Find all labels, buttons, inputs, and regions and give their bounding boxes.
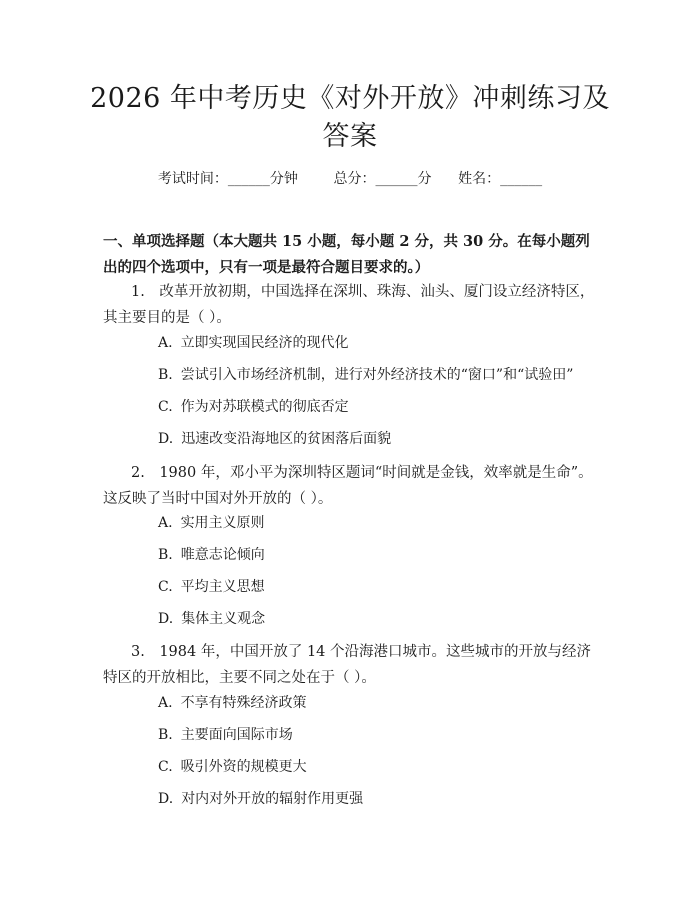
question-1-option-d [158, 430, 391, 448]
name-label: 姓名： [458, 171, 501, 187]
question-3-option-b [158, 726, 293, 744]
question-2-stem: 2. 1980 年，邓小平为深圳特区题词“时间就是金钱，效率就是生命”。这反映了当时中国对外开放的（ ）。 [103, 465, 593, 507]
time-label: 考试时间： [157, 171, 228, 187]
question-2-option-a [158, 514, 265, 532]
option-letter: A. [158, 515, 173, 531]
time-unit: 分钟 [269, 171, 298, 187]
score-unit: 分 [417, 171, 432, 187]
option-text: 吸引外资的规模更大 [180, 759, 307, 775]
option-letter: C. [158, 759, 173, 775]
score-blank: ______ [375, 171, 418, 187]
option-text: 尝试引入市场经济机制，进行对外经济技术的“窗口”和“试验田” [180, 367, 574, 383]
score-label: 总分： [333, 171, 376, 187]
option-text: 唯意志论倾向 [180, 547, 265, 563]
question-2-option-b [158, 546, 265, 564]
option-text: 主要面向国际市场 [180, 727, 293, 743]
time-blank: ______ [227, 171, 270, 187]
option-text: 作为对苏联模式的彻底否定 [180, 399, 349, 415]
option-text: 不享有特殊经济政策 [180, 695, 307, 711]
option-text: 立即实现国民经济的现代化 [180, 335, 349, 351]
option-letter: A. [158, 695, 173, 711]
option-letter: A. [158, 335, 173, 351]
option-letter: B. [158, 547, 173, 563]
section-heading: 一、单项选择题（本大题共 15 小题，每小题 2 分，共 30 分。在每小题列出的四个选项中，只有一项是最符合题目要求的。） [103, 233, 590, 276]
question-1-option-a [158, 334, 349, 352]
question-1-stem: 1. 改革开放初期，中国选择在深圳、珠海、汕头、厦门设立经济特区，其主要目的是（ ）。 [103, 284, 595, 326]
option-letter: C. [158, 399, 173, 415]
option-text: 集体主义观念 [181, 611, 266, 627]
question-1-option-c [158, 398, 349, 416]
page-title: 2026 年中考历史《对外开放》冲刺练习及答案 [90, 83, 610, 152]
option-letter: D. [158, 791, 174, 807]
question-3-stem: 3. 1984 年，中国开放了 14 个沿海港口城市。这些城市的开放与经济特区的开放相比，主要不同之处在于（ ）。 [103, 644, 592, 686]
option-text: 平均主义思想 [180, 579, 265, 595]
option-letter: B. [158, 367, 173, 383]
question-3-option-c [158, 758, 307, 776]
exam-info-line [0, 170, 700, 188]
option-letter: B. [158, 727, 173, 743]
option-letter: D. [158, 431, 174, 447]
option-text: 对内对外开放的辐射作用更强 [181, 791, 364, 807]
question-3-option-d [158, 790, 363, 808]
question-3-option-a [158, 694, 307, 712]
option-letter: D. [158, 611, 174, 627]
question-1-option-b [158, 366, 573, 384]
option-letter: C. [158, 579, 173, 595]
name-blank: ______ [500, 171, 543, 187]
question-2-option-d [158, 610, 265, 628]
option-text: 迅速改变沿海地区的贫困落后面貌 [181, 431, 392, 447]
question-2-option-c [158, 578, 265, 596]
option-text: 实用主义原则 [180, 515, 265, 531]
